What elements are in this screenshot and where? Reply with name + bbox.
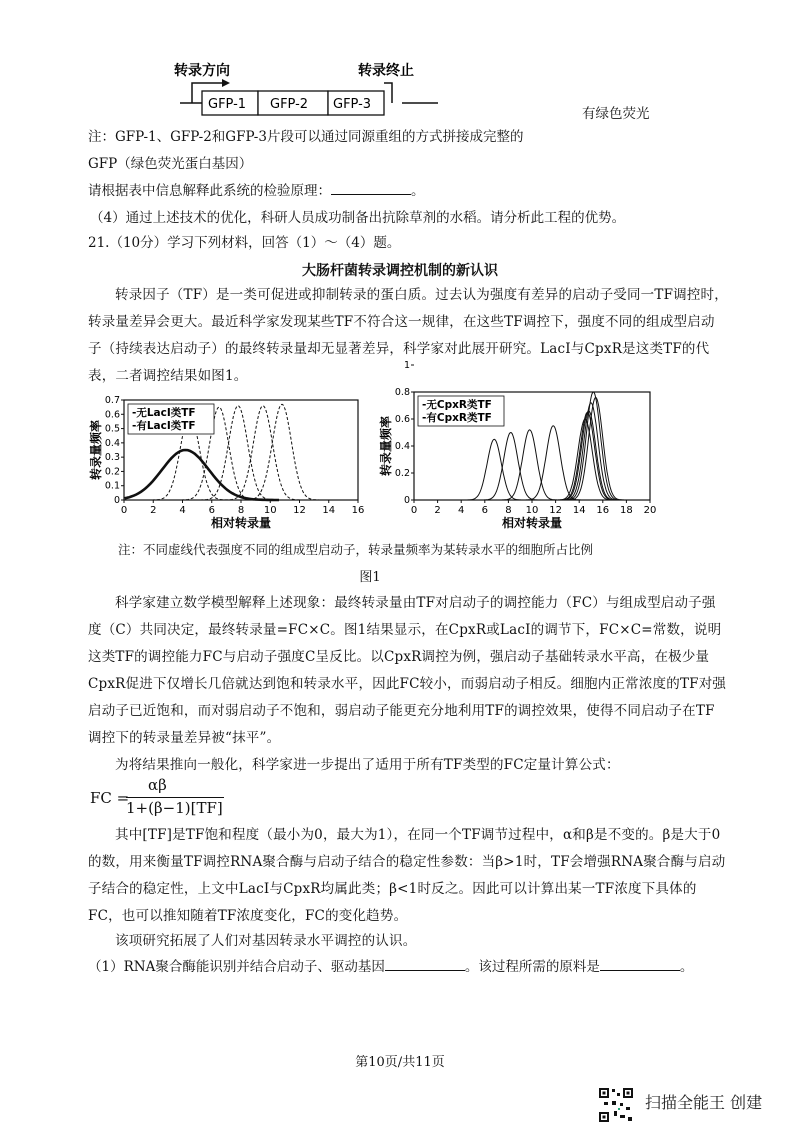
- formula-numerator: αβ: [148, 776, 167, 794]
- cpxr-legend-entry: -有CpxR类TF: [422, 412, 492, 424]
- laci-ytick-label: 0.2: [104, 466, 120, 478]
- cpxr-curve: [482, 433, 539, 501]
- laci-ytick-label: 0.4: [104, 437, 120, 449]
- laci-xtick-label: 4: [179, 505, 186, 516]
- answer-blank-q1b[interactable]: [600, 956, 680, 971]
- answer-blank-principle[interactable]: [331, 180, 411, 195]
- formula-denominator: 1+(β−1)[TF]: [126, 799, 223, 817]
- cpxr-xtick-label: 2: [434, 505, 441, 516]
- cpxr-xtick-label: 16: [596, 505, 610, 516]
- laci-ytick-label: 0.3: [104, 452, 120, 464]
- figure-caption: 图1: [359, 570, 381, 585]
- laci-xtick-label: 14: [322, 505, 336, 516]
- cpxr-xlabel: 相对转录量: [501, 516, 563, 530]
- paragraph-1: 转录因子（TF）是一类可促进或抑制转录的蛋白质。过去认为强度有差异的启动子受同一TF调控时，转录量差异会更大。最近科学家发现某些TF不符合这一规律，在这些TF调控下，强度不同的组成型启动子（持续表达启动子）的最终转录量却无显著差异，科学家对此展开研究。LacI与CpxR是这类TF的代表，二者调控结果如图1。: [88, 287, 728, 384]
- cpxr-ytick-label: 0.4: [394, 441, 410, 452]
- cpxr-xtick-label: 4: [458, 505, 465, 516]
- formula-lhs: FC =: [90, 789, 130, 807]
- watermark-text: 扫描全能王 创建: [645, 1093, 763, 1112]
- laci-xtick-label: 8: [237, 505, 245, 516]
- laci-legend-entry: -有LacI类TF: [132, 420, 196, 432]
- paragraph-5: 该项研究拓展了人们对基因转录水平调控的认识。: [115, 933, 417, 949]
- article-title: 大肠杆菌转录调控机制的新认识: [302, 263, 498, 279]
- cpxr-xtick-label: 14: [572, 505, 586, 516]
- laci-ylabel: 转录量频率: [89, 419, 103, 481]
- question-1: （1）RNA聚合酶能识别并结合启动子、驱动基因 。该过程所需的原料是 。: [88, 956, 693, 978]
- question-principle: 请根据表中信息解释此系统的检验原理： 。: [88, 180, 425, 202]
- cpxr-ytick-label: 1: [403, 360, 410, 371]
- cpxr-curve: [560, 411, 617, 500]
- laci-curve: [125, 450, 279, 500]
- cpxr-ylabel: 转录量频率: [379, 415, 393, 477]
- laci-xtick-label: 12: [293, 505, 306, 516]
- transcription-direction-label: 转录方向: [174, 63, 230, 79]
- laci-ytick-label: 0.1: [104, 480, 120, 492]
- cpxr-ytick-label: 0.6: [394, 414, 410, 425]
- terminator-icon: [384, 83, 392, 103]
- cpxr-legend-entry: -无CpxR类TF: [422, 399, 492, 411]
- cpxr-xtick-label: 10: [525, 505, 539, 516]
- laci-xtick-label: 2: [150, 505, 157, 516]
- cpxr-ytick-label: 0: [403, 495, 410, 506]
- question-4: （4）通过上述技术的优化，科研人员成功制备出抗除草剂的水稻。请分析此工程的优势。: [90, 210, 626, 226]
- paragraph-2: 科学家建立数学模型解释上述现象：最终转录量由TF对启动子的调控能力（FC）与组成型启动子强度（C）共同决定，最终转录量=FC×C。图1结果显示，在CpxR或LacI的调节下，FC×C=常数，说明这类TF的调控能力FC与启动子强度C呈反比。以CpxR调控为例，强启动子基础转录水平高，在极少量CpxR促进下仅增长几倍就达到饱和转录水平，因此FC较小，而弱启动子相反。细胞内正常浓度的TF对强启动子已近饱和，而对弱启动子不饱和，弱启动子能更充分地利用TF的调控效果，使得不同启动子在TF调控下的转录量差异被“抹平”。: [88, 595, 727, 746]
- cpxr-xtick-label: 18: [620, 505, 633, 516]
- cpxr-xtick-label: 0: [410, 505, 418, 516]
- figure-note: 注：不同虚线代表强度不同的组成型启动子，转录量频率为某转录水平的细胞所占比例: [118, 542, 594, 557]
- gfp2-label: GFP-2: [270, 97, 309, 112]
- laci-xtick-label: 6: [208, 505, 215, 516]
- gfp-note-line2: GFP（绿色荧光蛋白基因）: [88, 156, 253, 172]
- laci-chart: [88, 388, 368, 533]
- laci-xtick-label: 16: [351, 505, 365, 516]
- laci-ytick-label: 0.6: [104, 409, 120, 421]
- paragraph-4: 其中[TF]是TF饱和程度（最小为0，最大为1），在同一个TF调节过程中，α和β是不变的。β是大于0的数，用来衡量TF调控RNA聚合酶与启动子结合的稳定性参数：当β>1时，TF会增强RNA聚合酶与启动子结合的稳定性，上文中LacI与CpxR均属此类；β<1时反之。因此可以计算出某一TF浓度下具体的FC，也可以推知随着TF浓度变化，FC的变化趋势。: [88, 827, 726, 924]
- laci-xtick-label: 0: [120, 505, 128, 516]
- cpxr-curve: [466, 439, 523, 500]
- gfp3-label: GFP-3: [333, 97, 372, 112]
- laci-ytick-label: 0.7: [104, 395, 120, 406]
- laci-ytick-label: 0: [113, 495, 120, 506]
- gfp-note-line1: 注：GFP-1、GFP-2和GFP-3片段可以通过同源重组的方式拼接成完整的: [88, 129, 524, 145]
- transcription-end-label: 转录终止: [358, 63, 414, 79]
- laci-legend-entry: -无LacI类TF: [132, 407, 196, 419]
- question-21: 21.（10分）学习下列材料，回答（1）～（4）题。: [88, 235, 401, 251]
- cpxr-xtick-label: 8: [505, 505, 512, 516]
- cpxr-ytick-label: 0.8: [394, 387, 410, 398]
- laci-ytick-label: 0.5: [104, 423, 120, 435]
- laci-xlabel: 相对转录量: [210, 516, 272, 530]
- cpxr-xtick-label: 6: [481, 505, 488, 516]
- cpxr-chart: [378, 360, 668, 533]
- gfp1-label: GFP-1: [208, 97, 247, 112]
- page-footer: 第10页/共11页: [355, 1055, 445, 1070]
- cpxr-xtick-label: 12: [549, 505, 562, 516]
- cpxr-ytick-label: 0.2: [394, 468, 410, 479]
- cpxr-xtick-label: 20: [643, 505, 657, 516]
- laci-xtick-label: 10: [263, 505, 277, 516]
- cpxr-curve: [501, 430, 558, 500]
- gfp-result: 有绿色荧光: [582, 106, 650, 122]
- paragraph-3: 为将结果推向一般化，科学家进一步提出了适用于所有TF类型的FC定量计算公式：: [115, 757, 620, 773]
- answer-blank-q1a[interactable]: [385, 956, 465, 971]
- qr-code-icon: [598, 1087, 634, 1123]
- gfp-construct-figure: [170, 55, 440, 115]
